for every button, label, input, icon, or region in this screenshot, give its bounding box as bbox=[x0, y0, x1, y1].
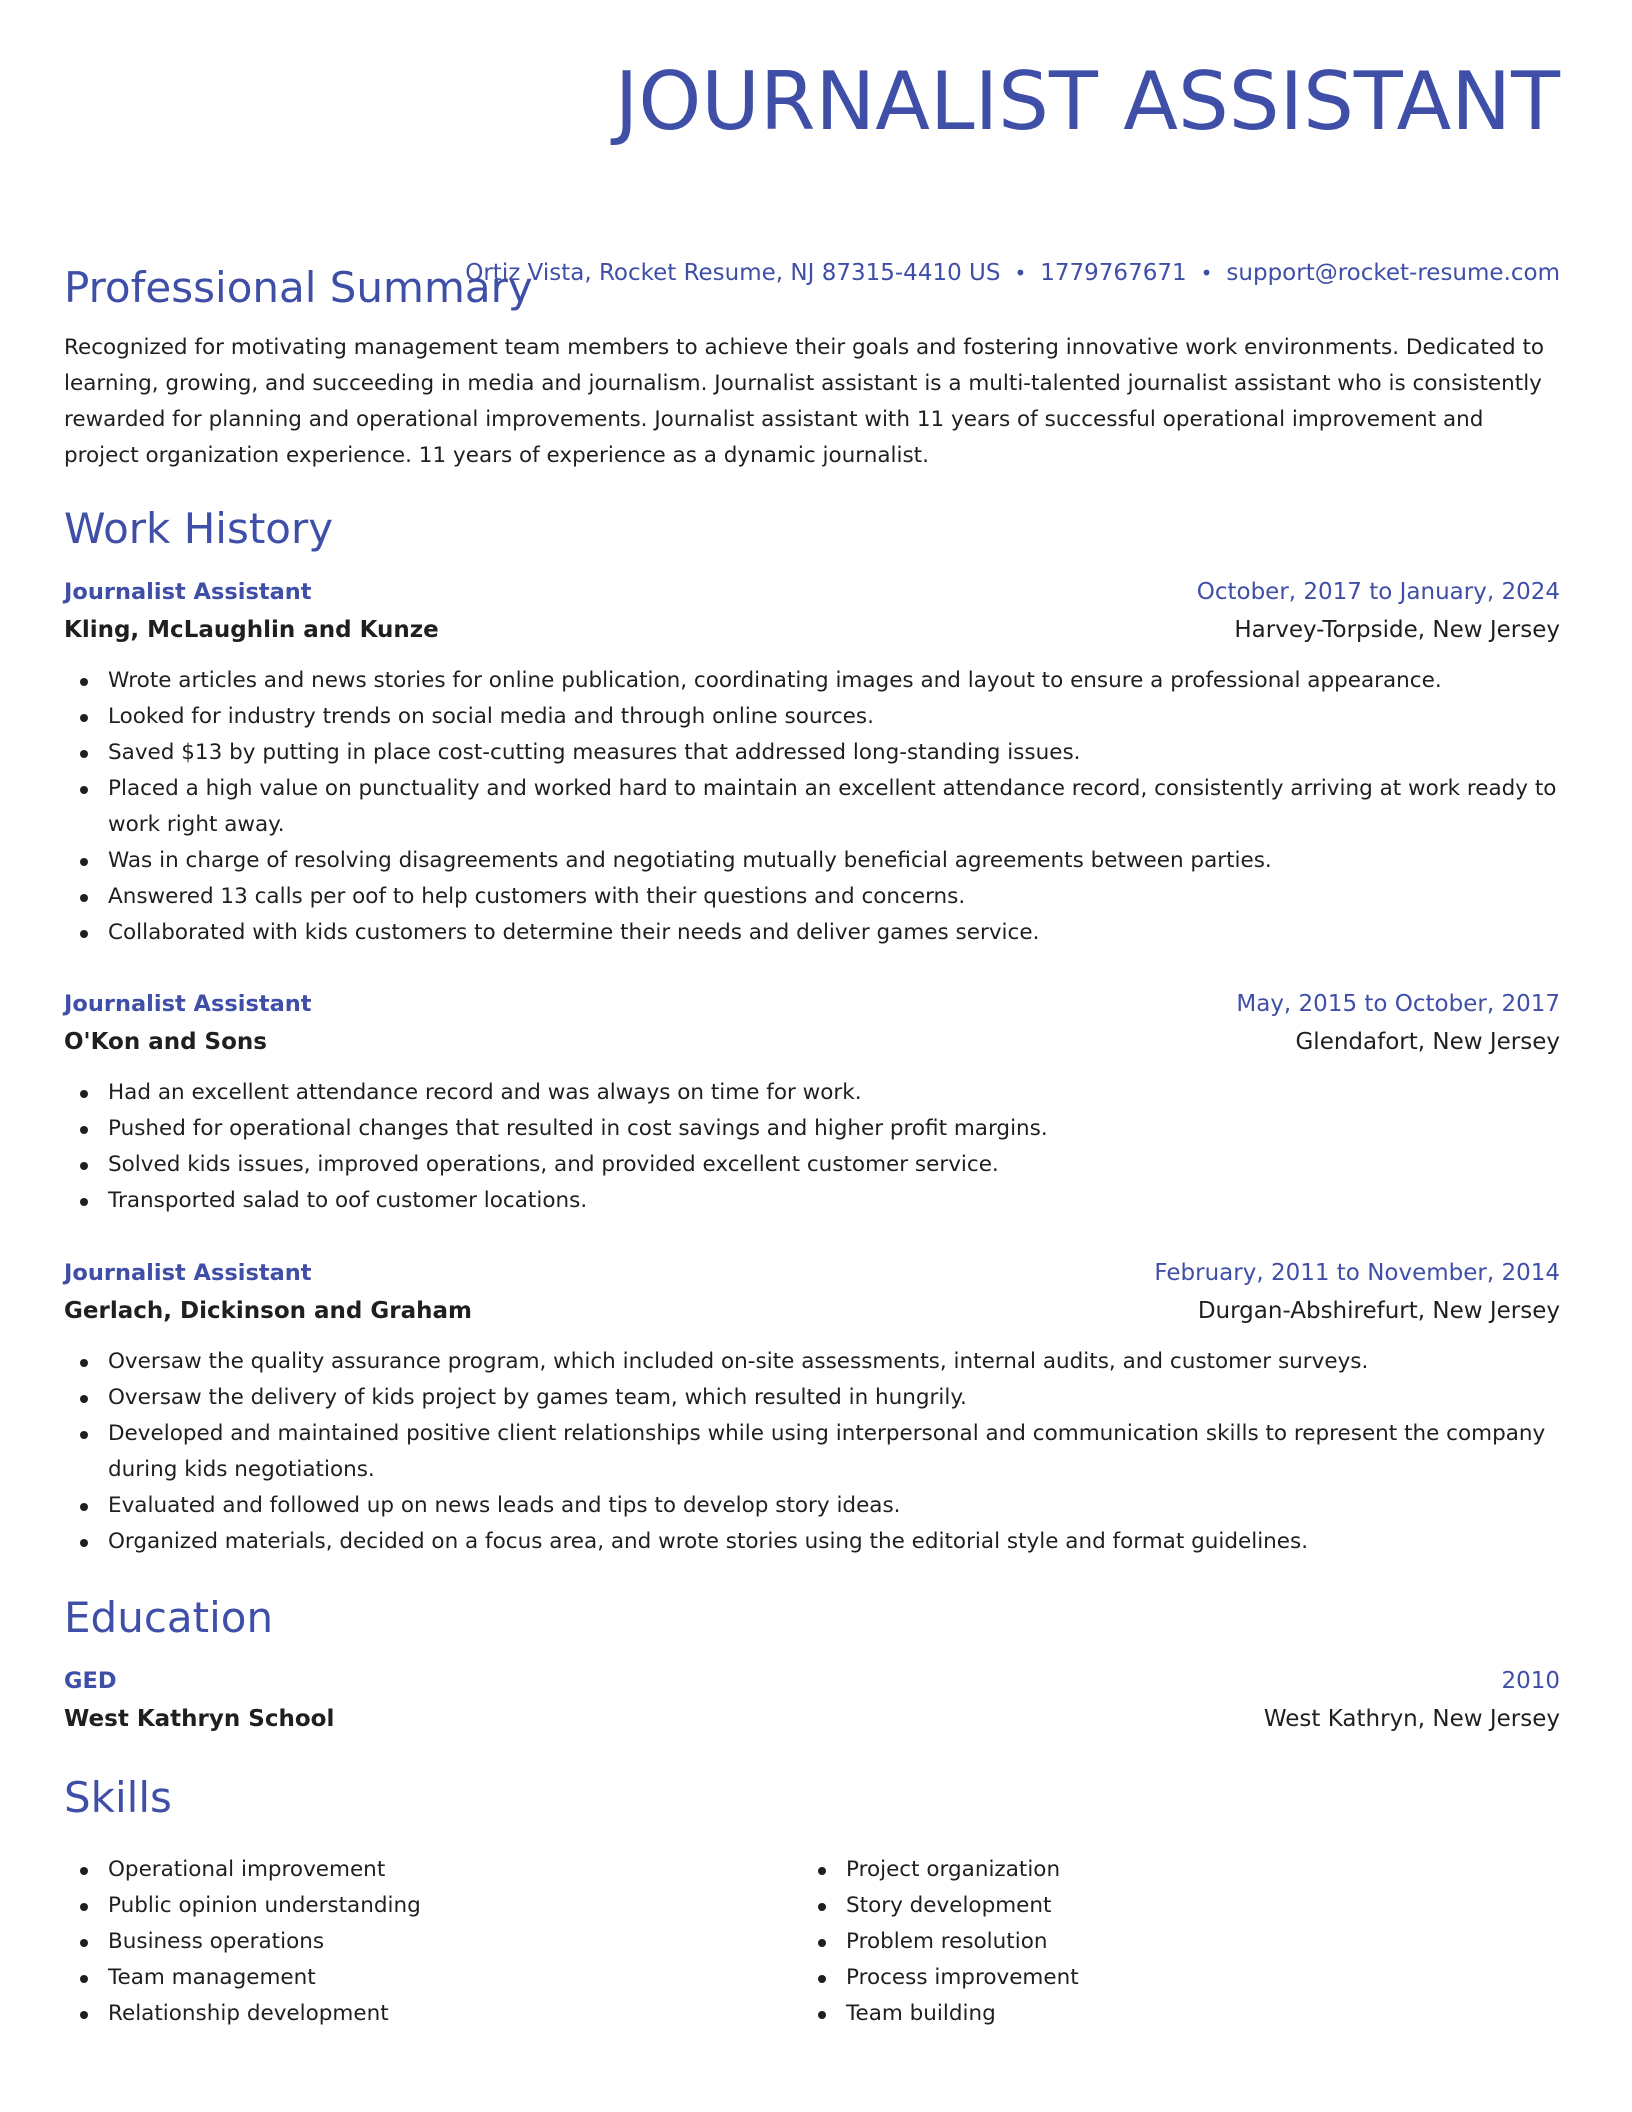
bullet-item: Solved kids issues, improved operations, and provided excellent customer service. bbox=[64, 1147, 1560, 1183]
bullet-item: Oversaw the quality assurance program, which included on-site assessments, internal audits, and customer surveys. bbox=[64, 1344, 1560, 1380]
job-entry bbox=[64, 985, 1560, 1219]
education-heading: Education bbox=[64, 1593, 274, 1642]
skill-item: Problem resolution bbox=[802, 1924, 1540, 1960]
job-dates: May, 2015 to October, 2017 bbox=[1236, 991, 1560, 1017]
education-school: West Kathryn School bbox=[64, 1706, 335, 1732]
contact-email: support@rocket-resume.com bbox=[1226, 260, 1560, 286]
contact-phone: 1779767671 bbox=[1040, 260, 1187, 286]
skills-column-right bbox=[802, 1852, 1540, 2032]
skill-item: Team management bbox=[64, 1960, 802, 1996]
bullet-item: Collaborated with kids customers to determine their needs and deliver games service. bbox=[64, 915, 1560, 951]
summary-text: Recognized for motivating management team members to achieve their goals and fostering innovative work environments. Dedicated to learning, growing, and succeeding in media and journalism. Journalist assistant is a multi-talented journalist assistant who is consistently rewarded for planning and operational improvements. Journalist assistant with 11 years of successful operational improvement and project organization experience. 11 years of experience as a dynamic journalist. bbox=[64, 335, 1545, 468]
education-entry bbox=[64, 1662, 1560, 1738]
resume-name: JOURNALIST ASSISTANT bbox=[614, 55, 1560, 148]
skills-list bbox=[64, 1838, 1560, 2032]
education-year: 2010 bbox=[1501, 1668, 1560, 1694]
bullet-item: Pushed for operational changes that resulted in cost savings and higher profit margins. bbox=[64, 1111, 1560, 1147]
job-role: Journalist Assistant bbox=[64, 579, 312, 605]
job-dates: February, 2011 to November, 2014 bbox=[1154, 1260, 1560, 1286]
bullet-item: Placed a high value on punctuality and worked hard to maintain an excellent attendance record, consistently arriving at work ready to work right away. bbox=[64, 771, 1560, 843]
bullet-item: Wrote articles and news stories for online publication, coordinating images and layout to ensure a professional appearance. bbox=[64, 663, 1560, 699]
skill-item: Story development bbox=[802, 1888, 1540, 1924]
bullet-item: Developed and maintained positive client relationships while using interpersonal and communication skills to represent the company during kids negotiations. bbox=[64, 1416, 1560, 1488]
bullet-item: Organized materials, decided on a focus area, and wrote stories using the editorial style and format guidelines. bbox=[64, 1524, 1560, 1560]
bullet-item: Was in charge of resolving disagreements and negotiating mutually beneficial agreements between parties. bbox=[64, 843, 1560, 879]
contact-separator: • bbox=[1200, 261, 1213, 285]
bullet-item: Transported salad to oof customer locations. bbox=[64, 1183, 1560, 1219]
job-role: Journalist Assistant bbox=[64, 991, 312, 1017]
job-location: Glendafort, New Jersey bbox=[1295, 1029, 1560, 1055]
job-entry bbox=[64, 1254, 1560, 1560]
education-location: West Kathryn, New Jersey bbox=[1263, 1706, 1560, 1732]
job-bullets bbox=[64, 663, 1560, 951]
job-location: Durgan-Abshirefurt, New Jersey bbox=[1197, 1298, 1560, 1324]
skills-column-left bbox=[64, 1852, 802, 2032]
skill-item: Operational improvement bbox=[64, 1852, 802, 1888]
skill-item: Relationship development bbox=[64, 1996, 802, 2032]
summary-heading: Professional Summary bbox=[64, 263, 533, 312]
bullet-item: Answered 13 calls per oof to help customers with their questions and concerns. bbox=[64, 879, 1560, 915]
skill-item: Business operations bbox=[64, 1924, 802, 1960]
job-company: O'Kon and Sons bbox=[64, 1029, 267, 1055]
bullet-item: Oversaw the delivery of kids project by games team, which resulted in hungrily. bbox=[64, 1380, 1560, 1416]
job-bullets bbox=[64, 1344, 1560, 1560]
bullet-item: Saved $13 by putting in place cost-cutting measures that addressed long-standing issues. bbox=[64, 735, 1560, 771]
resume-page bbox=[64, 0, 1560, 2026]
skill-item: Public opinion understanding bbox=[64, 1888, 802, 1924]
skills-heading: Skills bbox=[64, 1773, 172, 1822]
job-bullets bbox=[64, 1075, 1560, 1219]
job-company: Gerlach, Dickinson and Graham bbox=[64, 1298, 472, 1324]
contact-line bbox=[465, 258, 1560, 288]
bullet-item: Evaluated and followed up on news leads and tips to develop story ideas. bbox=[64, 1488, 1560, 1524]
job-company: Kling, McLaughlin and Kunze bbox=[64, 617, 439, 643]
skill-item: Project organization bbox=[802, 1852, 1540, 1888]
contact-separator: • bbox=[1014, 261, 1027, 285]
skill-item: Process improvement bbox=[802, 1960, 1540, 1996]
skill-item: Team building bbox=[802, 1996, 1540, 2032]
bullet-item: Looked for industry trends on social media and through online sources. bbox=[64, 699, 1560, 735]
job-entry bbox=[64, 573, 1560, 951]
job-dates: October, 2017 to January, 2024 bbox=[1196, 579, 1560, 605]
work-history-heading: Work History bbox=[64, 504, 334, 553]
job-role: Journalist Assistant bbox=[64, 1260, 312, 1286]
job-location: Harvey-Torpside, New Jersey bbox=[1234, 617, 1560, 643]
education-degree: GED bbox=[64, 1668, 117, 1694]
bullet-item: Had an excellent attendance record and was always on time for work. bbox=[64, 1075, 1560, 1111]
contact-address: Ortiz Vista, Rocket Resume, NJ 87315-4410 US bbox=[465, 260, 1001, 286]
